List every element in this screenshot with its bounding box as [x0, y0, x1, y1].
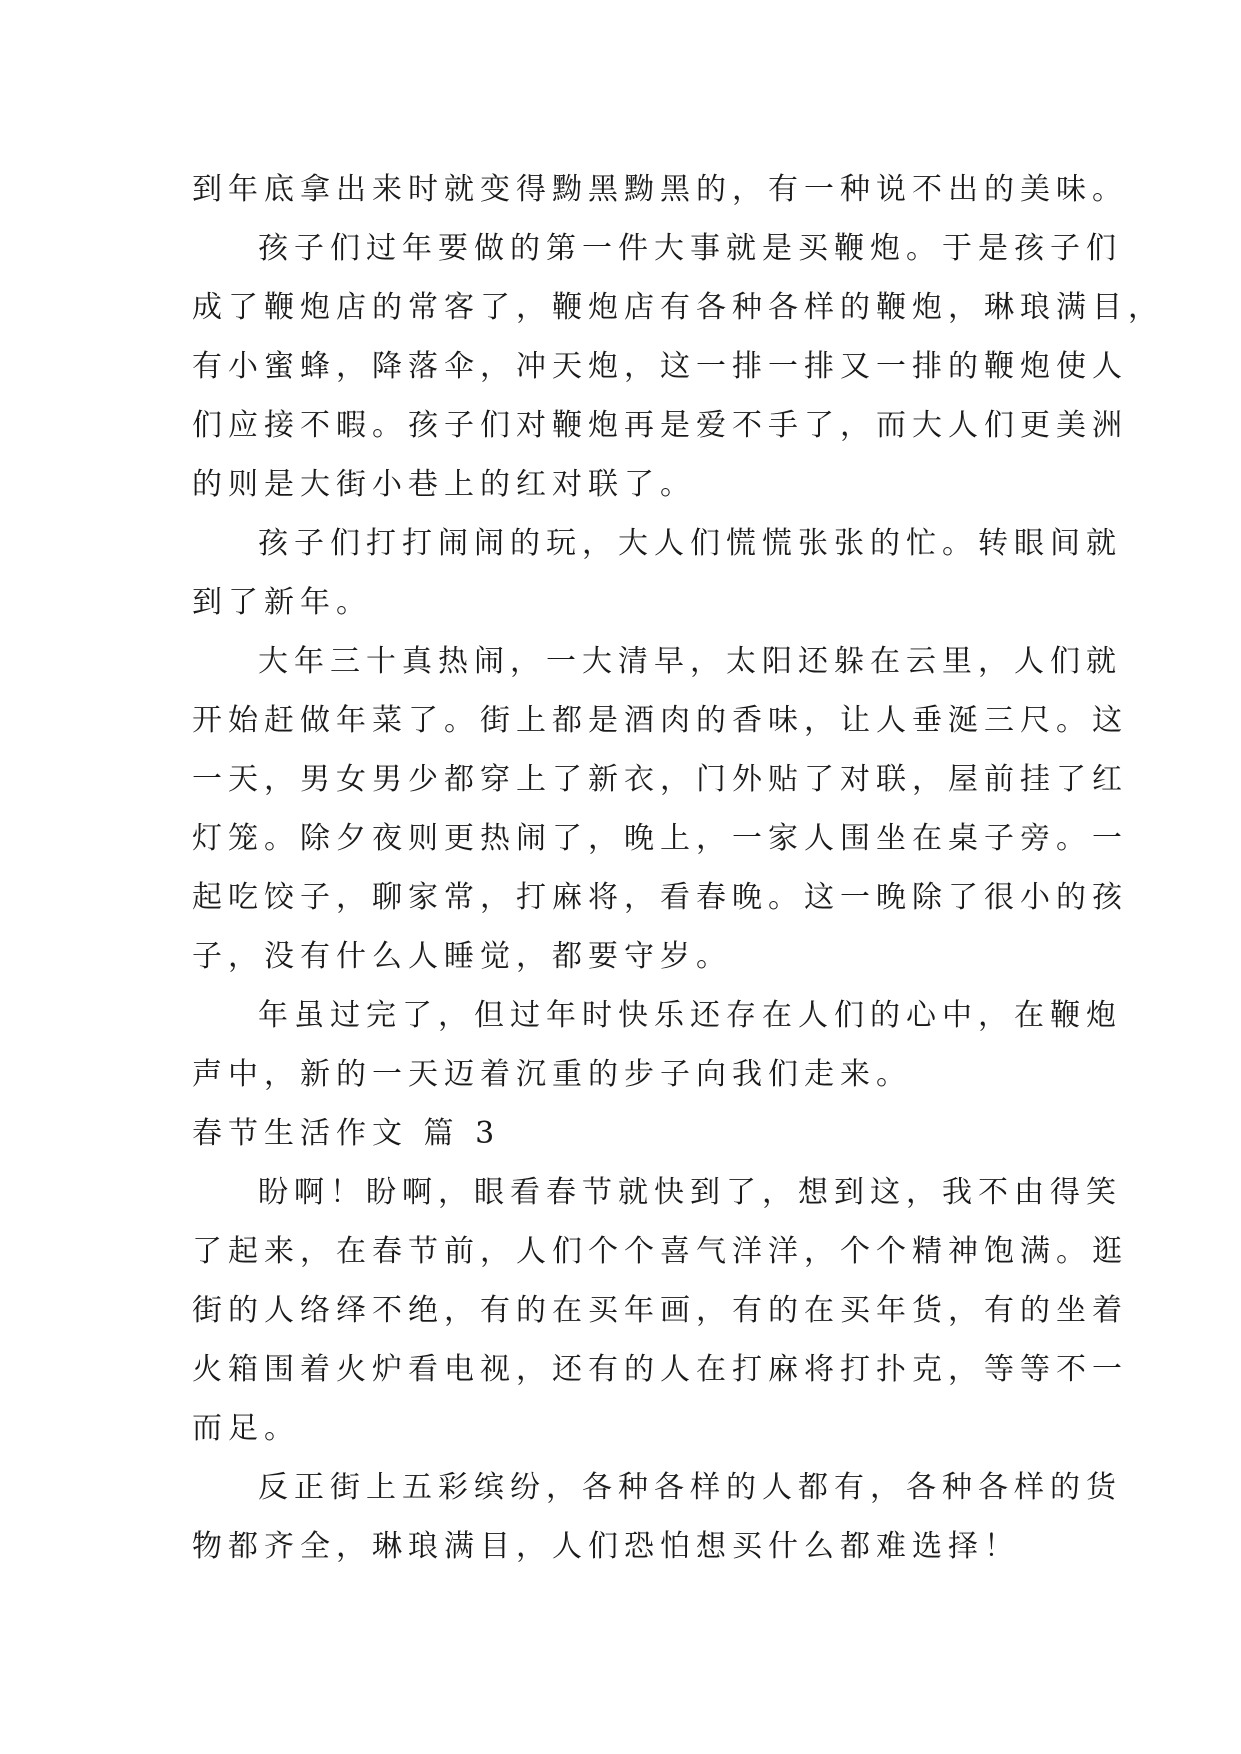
text-line: 物都齐全，琳琅满目，人们恐怕想买什么都难选择！ — [192, 1529, 1020, 1564]
text-line: 孩子们过年要做的第一件大事就是买鞭炮。于是孩子们 — [258, 231, 1122, 266]
text-line: 们应接不暇。孩子们对鞭炮再是爱不手了，而大人们更美洲 — [192, 408, 1128, 443]
text-line: 起吃饺子，聊家常，打麻将，看春晚。这一晚除了很小的孩 — [192, 880, 1128, 915]
text-line: 灯笼。除夕夜则更热闹了，晚上，一家人围坐在桌子旁。一 — [192, 821, 1128, 856]
text-line: 盼啊！盼啊，眼看春节就快到了，想到这，我不由得笑 — [258, 1175, 1122, 1210]
text-line: 而足。 — [192, 1411, 300, 1446]
text-line: 街的人络绎不绝，有的在买年画，有的在买年货，有的坐着 — [192, 1293, 1128, 1328]
text-line: 一天，男女男少都穿上了新衣，门外贴了对联，屋前挂了红 — [192, 762, 1128, 797]
text-line: 反正街上五彩缤纷，各种各样的人都有，各种各样的货 — [258, 1470, 1122, 1505]
text-line: 年虽过完了，但过年时快乐还存在人们的心中，在鞭炮 — [258, 998, 1122, 1033]
text-line: 到年底拿出来时就变得黝黑黝黑的，有一种说不出的美味。 — [192, 172, 1128, 207]
text-line: 了起来，在春节前，人们个个喜气洋洋，个个精神饱满。逛 — [192, 1234, 1128, 1269]
section-heading: 春节生活作文 篇 3 — [192, 1116, 501, 1151]
text-line: 孩子们打打闹闹的玩，大人们慌慌张张的忙。转眼间就 — [258, 526, 1122, 561]
text-line: 开始赶做年菜了。街上都是酒肉的香味，让人垂涎三尺。这 — [192, 703, 1128, 738]
text-line: 火箱围着火炉看电视，还有的人在打麻将打扑克，等等不一 — [192, 1352, 1128, 1387]
text-line: 声中，新的一天迈着沉重的步子向我们走来。 — [192, 1057, 912, 1092]
text-line: 成了鞭炮店的常客了，鞭炮店有各种各样的鞭炮，琳琅满目， — [192, 290, 1164, 325]
text-line: 子，没有什么人睡觉，都要守岁。 — [192, 939, 732, 974]
text-line: 有小蜜蜂，降落伞，冲天炮，这一排一排又一排的鞭炮使人 — [192, 349, 1128, 384]
text-line: 到了新年。 — [192, 585, 372, 620]
text-line: 的则是大街小巷上的红对联了。 — [192, 467, 696, 502]
text-line: 大年三十真热闹，一大清早，太阳还躲在云里，人们就 — [258, 644, 1122, 679]
document-body — [192, 160, 1164, 1576]
